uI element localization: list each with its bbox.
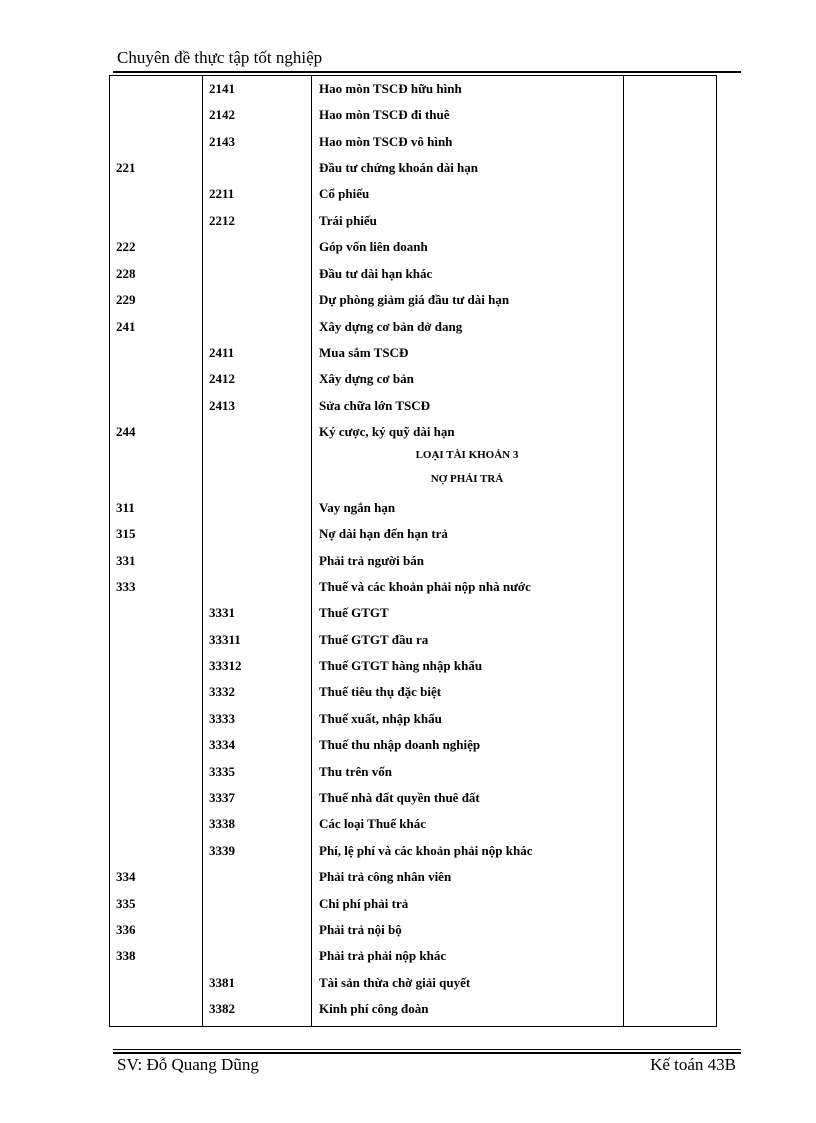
account-name: Cổ phiếu — [319, 186, 370, 201]
table-row — [110, 157, 716, 183]
account-code: 241 — [116, 319, 136, 334]
sub-account-code: 3339 — [209, 843, 235, 858]
table-row — [110, 919, 716, 945]
account-name: Phải trả công nhân viên — [319, 869, 452, 884]
section-subheading — [110, 470, 716, 496]
account-name: Thuế tiêu thụ đặc biệt — [319, 684, 442, 699]
account-name: Ký cược, ký quỹ dài hạn — [319, 424, 455, 439]
accounts-table — [109, 75, 717, 1027]
sub-account-code: 2212 — [209, 213, 235, 228]
account-name: Thuế thu nhập doanh nghiệp — [319, 737, 481, 752]
account-name: Trái phiếu — [319, 213, 377, 228]
table-row — [110, 210, 716, 236]
account-code: 228 — [116, 266, 136, 281]
sub-account-code: 3335 — [209, 764, 235, 779]
account-name: Sửa chữa lớn TSCĐ — [319, 398, 431, 413]
table-row — [110, 708, 716, 734]
footer-rule — [113, 1049, 741, 1050]
account-name: Các loại Thuế khác — [319, 816, 427, 831]
table-row — [110, 734, 716, 760]
table-row — [110, 497, 716, 523]
sub-account-code: 3333 — [209, 711, 235, 726]
account-code: 334 — [116, 869, 136, 884]
account-name: Thuế xuất, nhập khẩu — [319, 711, 442, 726]
account-name: Thuế GTGT đầu ra — [319, 632, 429, 647]
account-code: 333 — [116, 579, 136, 594]
table-row — [110, 104, 716, 130]
account-code: 336 — [116, 922, 136, 937]
account-name: Đầu tư chứng khoán dài hạn — [319, 160, 479, 175]
section-heading — [110, 446, 716, 472]
account-name: Tài sản thừa chờ giải quyết — [319, 975, 471, 990]
account-code: 331 — [116, 553, 136, 568]
table-row — [110, 523, 716, 549]
sub-account-code: 3334 — [209, 737, 235, 752]
sub-account-code: 2412 — [209, 371, 235, 386]
sub-account-code: 2411 — [209, 345, 235, 360]
account-name: Xây dựng cơ bản — [319, 371, 414, 386]
footer-student: SV: Đỗ Quang Dũng — [117, 1055, 259, 1074]
page-header-title: Chuyên đề thực tập tốt nghiệp — [117, 48, 323, 67]
table-row — [110, 813, 716, 839]
table-row — [110, 78, 716, 104]
footer-class: Kế toán 43B — [650, 1055, 736, 1074]
table-row — [110, 368, 716, 394]
table-row — [110, 395, 716, 421]
sub-account-code: 33311 — [209, 632, 241, 647]
account-name: Chi phí phải trả — [319, 896, 409, 911]
table-row — [110, 761, 716, 787]
table-row — [110, 131, 716, 157]
account-name: Thu trên vốn — [319, 764, 392, 779]
sub-account-code: 2143 — [209, 134, 235, 149]
account-name: Phải trả người bán — [319, 553, 424, 568]
account-code: 244 — [116, 424, 136, 439]
account-name: Hao mòn TSCĐ vô hình — [319, 134, 453, 149]
account-name: Góp vốn liên doanh — [319, 239, 428, 254]
sub-account-code: 33312 — [209, 658, 242, 673]
footer-rule — [113, 1052, 741, 1054]
table-row — [110, 263, 716, 289]
account-code: 222 — [116, 239, 136, 254]
account-name: Xây dựng cơ bản dở dang — [319, 319, 463, 334]
table-row — [110, 183, 716, 209]
account-name: Hao mòn TSCĐ đi thuê — [319, 107, 450, 122]
account-code: 338 — [116, 948, 136, 963]
account-name: Mua sắm TSCĐ — [319, 345, 409, 360]
table-row — [110, 629, 716, 655]
section-label: NỢ PHẢI TRẢ — [430, 473, 504, 485]
header-rule — [113, 71, 741, 73]
table-row — [110, 893, 716, 919]
table-row — [110, 576, 716, 602]
table-row — [110, 602, 716, 628]
account-code: 221 — [116, 160, 136, 175]
table-row — [110, 998, 716, 1024]
account-name: Thuế GTGT hàng nhập khẩu — [319, 658, 483, 673]
table-row — [110, 972, 716, 998]
account-code: 335 — [116, 896, 136, 911]
account-name: Phải trả nội bộ — [319, 922, 402, 937]
sub-account-code: 2211 — [209, 186, 235, 201]
sub-account-code: 3381 — [209, 975, 235, 990]
sub-account-code: 3338 — [209, 816, 235, 831]
sub-account-code: 3332 — [209, 684, 235, 699]
account-name: Thuế và các khoản phải nộp nhà nước — [319, 579, 531, 594]
table-row — [110, 316, 716, 342]
sub-account-code: 2413 — [209, 398, 235, 413]
table-row — [110, 866, 716, 892]
sub-account-code: 3331 — [209, 605, 235, 620]
table-row — [110, 655, 716, 681]
sub-account-code: 3337 — [209, 790, 235, 805]
table-row — [110, 681, 716, 707]
table-row — [110, 289, 716, 315]
account-name: Thuế nhà đất quyền thuê đất — [319, 790, 480, 805]
account-name: Đầu tư dài hạn khác — [319, 266, 433, 281]
account-name: Vay ngắn hạn — [319, 500, 396, 515]
table-row — [110, 421, 716, 447]
table-row — [110, 342, 716, 368]
account-name: Nợ dài hạn đến hạn trả — [319, 526, 448, 541]
account-code: 311 — [116, 500, 135, 515]
account-name: Kinh phí công đoàn — [319, 1001, 429, 1016]
table-row — [110, 550, 716, 576]
account-code: 315 — [116, 526, 136, 541]
table-row — [110, 787, 716, 813]
table-row — [110, 945, 716, 971]
sub-account-code: 2142 — [209, 107, 235, 122]
account-code: 229 — [116, 292, 136, 307]
sub-account-code: 3382 — [209, 1001, 235, 1016]
account-name: Hao mòn TSCĐ hữu hình — [319, 81, 462, 96]
account-name: Phải trả phải nộp khác — [319, 948, 447, 963]
table-row — [110, 236, 716, 262]
account-name: Thuế GTGT — [319, 605, 389, 620]
account-name: Dự phòng giảm giá đầu tư dài hạn — [319, 292, 510, 307]
section-label: LOẠI TÀI KHOẢN 3 — [415, 449, 519, 461]
sub-account-code: 2141 — [209, 81, 235, 96]
table-row — [110, 840, 716, 866]
account-name: Phí, lệ phí và các khoản phải nộp khác — [319, 843, 533, 858]
